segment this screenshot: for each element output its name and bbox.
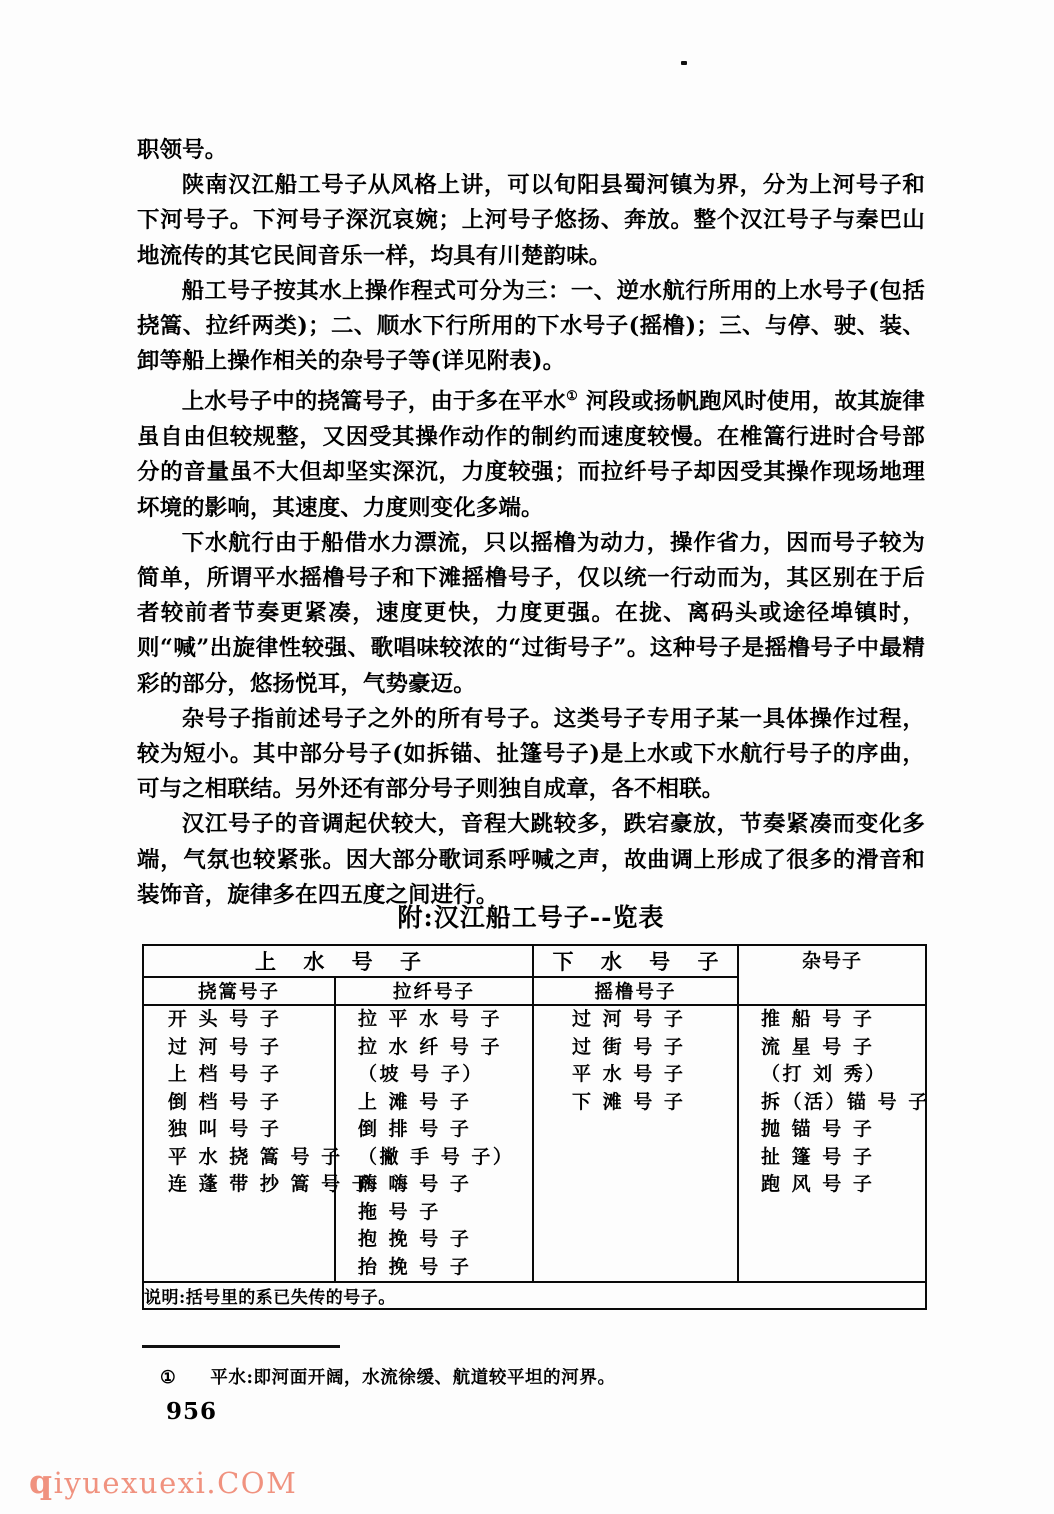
header-downstream: 下 水 号 子 xyxy=(533,945,738,977)
footnote-reference-marker: ① xyxy=(566,389,578,405)
cell-yaolu-list xyxy=(533,1005,738,1282)
footnote xyxy=(160,1364,920,1389)
cell-misc-list xyxy=(738,1005,930,1282)
paragraph-3 xyxy=(137,379,925,525)
table-header-row-major xyxy=(143,945,926,977)
paragraph-3-part-a: 上水号子中的挠篙号子，由于多在平水 xyxy=(181,388,567,415)
list-item: （打 刘 秀） xyxy=(761,1063,887,1085)
list-item: 扯 篷 号 子 xyxy=(761,1145,875,1168)
list-item: 拖 号 子 xyxy=(358,1200,441,1223)
site-watermark xyxy=(29,1462,297,1501)
header-misc: 杂号子 xyxy=(738,945,926,1005)
header-upstream: 上 水 号 子 xyxy=(143,945,533,977)
haozi-table-wrapper xyxy=(142,944,930,1310)
paragraph-3-part-b: 河段或扬帆跑风时使用，故其旋律虽自由但较规整，又因受其操作动作的制约而速度较慢。在椎篙行进时合号部分的音量虽不大但却坚实深沉，力度较强；而拉纤号子却因受其操作现场地理坏境的影响，其速度、力度则变化多端。 xyxy=(137,388,925,521)
paragraph-6: 汉江号子的音调起伏较大，音程大跳较多，跌宕豪放，节奏紧凑而变化多端，气氛也较紧张。因大部分歌词系呼喊之声，故曲调上形成了很多的滑音和装饰音，旋律多在四五度之间进行。 xyxy=(137,811,925,908)
table-note: 说明:括号里的系已失传的号子。 xyxy=(143,1282,926,1309)
list-item: 推 船 号 子 xyxy=(761,1008,875,1030)
header-yaolu: 摇橹号子 xyxy=(533,977,738,1005)
watermark-text: iyuexuexi.COM xyxy=(53,1466,298,1500)
header-laqian: 拉纤号子 xyxy=(335,977,533,1005)
list-item: 过 河 号 子 xyxy=(572,1008,686,1030)
list-item: 过 街 号 子 xyxy=(572,1035,686,1058)
list-item: 连 蓬 带 抄 篙 号 子 xyxy=(168,1173,374,1195)
list-item: 独 叫 号 子 xyxy=(168,1118,282,1140)
list-item: 下 滩 号 子 xyxy=(572,1090,686,1113)
scan-artifact-speck xyxy=(681,61,687,65)
list-misc xyxy=(739,1006,930,1199)
list-item: 倒 档 号 子 xyxy=(168,1090,282,1113)
list-item: 抬 挽 号 子 xyxy=(358,1255,472,1278)
table-note-row xyxy=(143,1282,926,1309)
paragraph-4: 下水航行由于船借水力漂流，只以摇橹为动力，操作省力，因而号子较为简单，所谓平水摇橹号子和下滩摇橹号子，仅以统一行动而为，其区别在于后者较前者节奏更紧凑，速度更快，力度更强。在拢、离码头或途径埠镇时，则“喊”出旋律性较强、歌唱味较浓的“过街号子”。这种号子是摇橹号子中最精彩的部分，悠扬悦耳，气势豪迈。 xyxy=(137,529,925,697)
list-naogao xyxy=(144,1006,374,1199)
list-item: 跑 风 号 子 xyxy=(761,1173,875,1195)
list-item: 倒 排 号 子 xyxy=(358,1118,472,1140)
body-text-column xyxy=(137,133,925,913)
list-item: （撇 手 号 子） xyxy=(358,1145,515,1168)
footnote-text: 平水:即河面开阔，水流徐缓、航道较平坦的河界。 xyxy=(210,1368,616,1388)
table-body-row xyxy=(143,1005,926,1282)
list-item: 嗨 嗨 号 子 xyxy=(358,1173,472,1195)
list-item: 抱 挽 号 子 xyxy=(358,1228,472,1250)
footnote-number: ① xyxy=(160,1368,177,1388)
list-yaolu xyxy=(534,1006,737,1116)
list-item: 拆（活）锚 号 子 xyxy=(761,1090,930,1113)
list-item: 过 河 号 子 xyxy=(168,1035,282,1058)
cell-laqian-list xyxy=(335,1005,533,1282)
paragraph-1: 陕南汉江船工号子从风格上讲，可以旬阳县蜀河镇为界，分为上河号子和下河号子。下河号子深沉哀婉；上河号子悠扬、奔放。整个汉江号子与秦巴山地流传的其它民间音乐一样，均具有川楚韵味。 xyxy=(137,172,925,269)
table-title: 附:汉江船工号子--览表 xyxy=(397,903,665,932)
footnote-separator-rule xyxy=(142,1345,340,1348)
list-item: 抛 锚 号 子 xyxy=(761,1118,875,1140)
list-item: （坡 号 子） xyxy=(358,1063,484,1085)
list-item: 上 档 号 子 xyxy=(168,1063,282,1085)
page-number: 956 xyxy=(166,1398,218,1425)
list-item: 开 头 号 子 xyxy=(168,1008,282,1030)
list-item: 上 滩 号 子 xyxy=(358,1090,472,1113)
haozi-table xyxy=(142,944,930,1310)
watermark-lead-letter: q xyxy=(29,1462,54,1501)
list-item: 拉 平 水 号 子 xyxy=(358,1008,502,1030)
list-item: 流 星 号 子 xyxy=(761,1035,875,1058)
list-laqian xyxy=(336,1006,532,1281)
list-item: 平 水 挠 篙 号 子 xyxy=(168,1145,343,1168)
header-naogao: 挠篙号子 xyxy=(143,977,335,1005)
list-item: 平 水 号 子 xyxy=(572,1063,686,1085)
paragraph-0: 职领号。 xyxy=(137,137,228,163)
list-item: 拉 水 纤 号 子 xyxy=(358,1035,502,1058)
cell-naogao-list xyxy=(143,1005,374,1282)
paragraph-2: 船工号子按其水上操作程式可分为三：一、逆水航行所用的上水号子(包括挠篙、拉纤两类)；二、顺水下行所用的下水号子(摇橹)；三、与停、驶、装、卸等船上操作相关的杂号子等(详见附表)。 xyxy=(137,277,925,375)
paragraph-5: 杂号子指前述号子之外的所有号子。这类号子专用子某一具体操作过程，较为短小。其中部分号子(如拆锚、扯篷号子)是上水或下水航行号子的序曲，可与之相联结。另外还有部分号子则独自成章，各不相联。 xyxy=(137,705,925,803)
